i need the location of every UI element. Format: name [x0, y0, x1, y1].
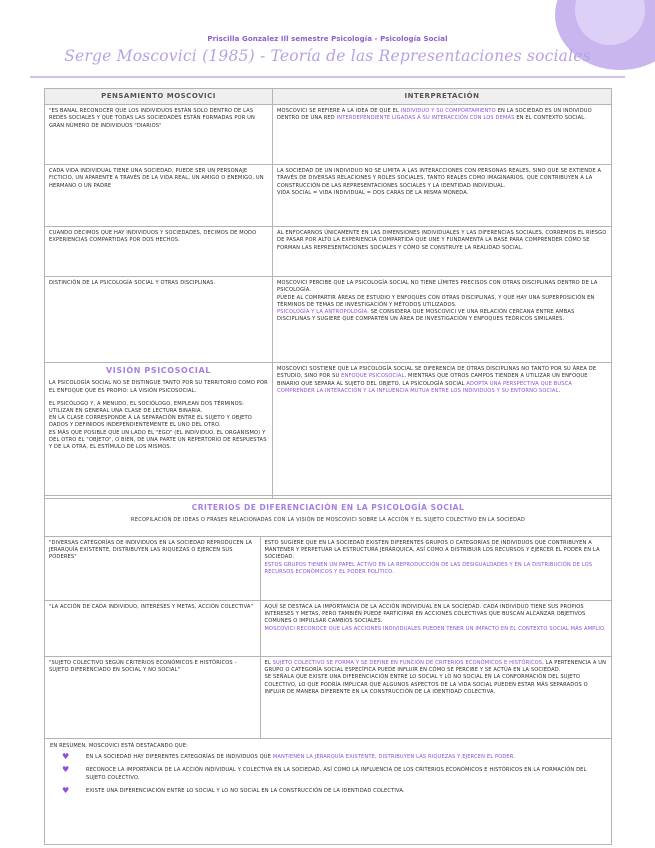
row2-interpretation	[273, 165, 612, 227]
criteria-row1-quote: "DIVERSAS CATEGORÍAS DE INDIVIDUOS EN LA SOCIEDAD REPRODUCEN LA JERARQUÍA EXISTENTE, DISTRIBUYEN LAS RIQUEZAS O EJERCEN SUS PODERES"	[45, 537, 260, 601]
text-segment: . MIENTRAS QUE OTROS CAMPOS TIENDEN A UTILIZAR UN ENFOQUE BINARIO QUE SEPARA AL SUJETO DEL OBJETO, LA PSICOLOGÍA SOCIAL	[277, 373, 588, 387]
text-segment: .	[558, 387, 561, 394]
heart-icon: ♥	[62, 785, 70, 795]
title-divider	[30, 76, 625, 78]
criteria-row1-explanation	[260, 537, 611, 601]
highlight-text: INTERDEPENDIENTE LIGADAS A SU INTERACCIÓN CON LOS DEMÁS	[336, 115, 515, 122]
text-paragraph: EN LA CLASE CORRESPONDE A LA SEPARACIÓN ENTRE EL SUJETO Y OBJETO DADOS Y DEFINIDOS INDEPENDIENTEMENTE EL UNO DEL OTRO.	[49, 415, 252, 429]
table-row	[45, 227, 612, 277]
text-segment: EXISTE UNA DIFERENCIACIÓN ENTRE LO SOCIAL Y LO NO SOCIAL EN LA CONSTRUCCIÓN DE LA IDENTIDAD COLECTIVA.	[86, 787, 405, 794]
table-row	[45, 105, 612, 165]
text-paragraph	[277, 309, 607, 323]
criteria-title: CRITERIOS DE DIFERENCIACIÓN EN LA PSICOLOGÍA SOCIAL	[191, 503, 465, 512]
row4-quote: DISTINCIÓN DE LA PSICOLOGÍA SOCIAL Y OTRAS DISCIPLINAS.	[45, 277, 273, 363]
page-title: Serge Moscovici (1985) - Teoría de las Representaciones sociales	[64, 47, 591, 65]
vision-psicosocial-title: VISIÓN PSICOSOCIAL	[106, 366, 211, 376]
highlight-text: PSICOLOGÍA Y LA ANTROPOLOGÍA:	[277, 309, 369, 316]
text-paragraph: ESTO SUGIERE QUE EN LA SOCIEDAD EXISTEN DIFERENTES GRUPOS O CATEGORÍAS DE INDIVIDUOS QUE CONTRIBUYEN A MANTENER Y PERPETUAR LA ESTRUCTURA JERÁRQUICA, ASÍ COMO A DISTRIBUIR LOS RECURSOS Y EJERCER EL PODER EN LA SOCIEDAD.	[264, 540, 600, 561]
row2-quote: CADA VIDA INDIVIDUAL TIENE UNA SOCIEDAD, PUEDE SER UN PERSONAJE FICTICIO, UN APARENTE A TRAVÉS DE LA VIDA REAL, UN AMIGO O ENEMIGO, UN HERMANO O UN PADRE	[45, 165, 273, 227]
col-header-pensamiento: PENSAMIENTO MOSCOVICI	[45, 89, 273, 105]
summary-intro: EN RESUMEN, MOSCOVICI ESTÁ DESTACANDO QUE:	[50, 743, 188, 749]
text-paragraph: AQUÍ SE DESTACA LA IMPORTANCIA DE LA ACCIÓN INDIVIDUAL EN LA SOCIEDAD. CADA INDIVIDUO TIENE SUS PROPIOS INTERESES Y METAS, PERO TAMBIÉN PUEDE PARTICIPAR EN ACCIONES COLECTIVAS QUE BUSCAN ALCANZAR OBJETIVOS COMUNES O IMPULSAR CAMBIOS SOCIALES.	[264, 604, 586, 625]
criteria-row3-explanation	[260, 657, 611, 739]
table-row	[45, 601, 611, 657]
text-segment: SE CONSIDERA QUE MOSCOVICI VE UNA RELACIÓN CERCANA ENTRE AMBAS DISCIPLINAS Y SUGIERE QUE COMPARTEN UN ÁREA DE INVESTIGACIÓN Y ENFOQUES TEÓRICOS SIMILARES.	[277, 309, 575, 323]
text-paragraph: VIDA SOCIAL = VIDA INDIVIDUAL = DOS CARAS DE LA MISMA MONEDA.	[277, 189, 469, 196]
row4-interpretation	[273, 277, 612, 363]
table-row	[45, 277, 612, 363]
col-header-interpretacion: INTERPRETACIÓN	[273, 89, 612, 105]
text-segment: MOSCOVICI SOSTIENE QUE LA PSICOLOGÍA SOCIAL SE DIFERENCIA DE OTRAS DISCIPLINAS NO TANTO POR SU ÁREA DE ESTUDIO, SINO POR SU	[277, 366, 597, 380]
text-segment: EL	[264, 660, 273, 666]
row1-interpretation	[273, 105, 612, 165]
text-segment: . LA PERTENENCIA A UN GRUPO O CATEGORÍA SOCIAL ESPECÍFICA PUEDE INFLUIR EN CÓMO SE PERCIBE Y SE ACTÚA EN LA SOCIEDAD.	[264, 660, 607, 674]
row1-quote: "ES BANAL RECONOCER QUE LOS INDIVIDUOS ESTÁN SOLO DENTRO DE LAS REDES SOCIALES Y QUE TODAS LAS SOCIEDADES ESTÁN FORMADAS POR UN GRAN NÚMERO DE INDIVIDUOS "DIARIOS"	[45, 105, 273, 165]
text-paragraph	[265, 660, 608, 674]
row3-interpretation: AL ENFOCARNOS ÚNICAMENTE EN LAS DIMENSIONES INDIVIDUALES Y LAS DIFERENCIAS SOCIALES, CORREMOS EL RIESGO DE PASAR POR ALTO LA EXPERIENCIA COMPARTIDA QUE UNE Y FUNDAMENTA LA BASE PARA COMPRENDER CÓMO SE FORMAN LAS REPRESENTACIONES SOCIALES Y CÓMO SE CONSTRUYE LA REALIDAD SOCIAL.	[273, 227, 612, 277]
highlight-text: SUJETO COLECTIVO SE FORMA Y SE DEFINE EN FUNCIÓN DE CRITERIOS ECONÓMICOS E HISTÓRICOS	[272, 660, 543, 666]
criteria-row2-explanation	[260, 601, 611, 657]
vision-psicosocial-cell	[45, 363, 273, 499]
text-segment: RECONOCE LA IMPORTANCIA DE LA ACCIÓN INDIVIDUAL Y COLECTIVA EN LA SOCIEDAD, ASÍ COMO LA INFLUENCIA DE LOS CRITERIOS ECONÓMICOS E HISTÓRICOS EN LA FORMACIÓN DEL SUJETO COLECTIVO.	[86, 767, 587, 781]
text-segment: EN LA SOCIEDAD ES UN INDIVIDUO DENTRO DE UNA RED	[277, 108, 592, 122]
table-header-row	[45, 89, 612, 105]
highlight-text: ENFOQUE PSICOSOCIAL	[341, 373, 405, 380]
summary-block	[50, 743, 606, 801]
table-row	[45, 657, 611, 739]
list-item	[50, 785, 606, 795]
criteria-table	[45, 536, 611, 739]
text-paragraph: LA SOCIEDAD DE UN INDIVIDUO NO SE LIMITA A LAS INTERACCIONES CON PERSONAS REALES, SINO QUE SE EXTIENDE A TRAVÉS DE DIVERSAS RELACIONES Y ROLES SOCIALES, TANTO REALES COMO IMAGINARIOS, QUE CONTRIBUYEN A LA CONSTRUCCIÓN DE LAS REPRESENTACIONES SOCIALES Y LA IDENTIDAD INDIVIDUAL.	[277, 168, 602, 189]
text-segment: EN EL CONTEXTO SOCIAL.	[514, 115, 587, 122]
criteria-row2-quote: "LA ACCIÓN DE CADA INDIVIDUO, INTERESES Y METAS, ACCIÓN COLECTIVA"	[45, 601, 260, 657]
highlight-text: MANTIENEN LA JERARQUÍA EXISTENTE, DISTRIBUYEN LAS RIQUEZAS Y EJERCEN EL PODER	[272, 754, 514, 761]
criteria-subtitle: RECOPILACIÓN DE IDEAS O FRASES RELACIONADAS CON LA VISIÓN DE MOSCOVICI SOBRE LA ACCIÓN Y EL SUJETO COLECTIVO EN LA SOCIEDAD	[131, 517, 525, 523]
author-line: Priscilla Gonzalez Ill semestre Psicología - Psicología Social	[207, 35, 448, 43]
text-segment: EN LA SOCIEDAD HAY DIFERENTES CATEGORÍAS DE INDIVIDUOS QUE	[86, 754, 273, 761]
table-row	[45, 537, 611, 601]
text-paragraph: SE SEÑALA QUE EXISTE UNA DIFERENCIACIÓN ENTRE LO SOCIAL Y LO NO SOCIAL EN LA CONFORMACIÓN DEL SUJETO COLECTIVO, LO QUE PODRÍA IMPLICAR QUE ALGUNOS ASPECTOS DE LA VIDA SOCIAL PUEDEN ESTAR MÁS SEPARADOS O INFLUIR DE MANERA DIFERENTE EN LA CONSTRUCCIÓN DE LA IDENTIDAD COLECTIVA.	[264, 674, 588, 695]
highlight-text: ADOPTA UNA PERSPECTIVA QUE BUSCA COMPRENDER LA INTERACCIÓN Y LA INFLUENCIA MUTUA ENTRE LOS INDIVIDUOS Y SU ENTORNO SOCIAL	[277, 380, 573, 394]
table-row	[45, 363, 612, 499]
list-item	[50, 767, 606, 781]
moscovici-table	[44, 88, 612, 499]
text-segment: MOSCOVICI SE REFIERE A LA IDEA DE QUE EL	[277, 108, 401, 115]
text-paragraph: ES MÁS QUE POSIBLE QUE UN LADO EL "EGO" (EL INDIVIDUO, EL ORGANISMO) Y DEL OTRO EL "OBJETO", O BIEN, DE UNA PARTE UN REPERTORIO DE RESPUESTAS Y DE LA OTRA, EL ESTÍMULO DE LOS MISMOS.	[49, 429, 267, 451]
highlight-text: INDIVIDUO Y SU COMPORTAMIENTO	[400, 108, 496, 115]
heart-icon: ♥	[62, 765, 70, 775]
text-paragraph: LA PSICOLOGÍA SOCIAL NO SE DISTINGUE TANTO POR SU TERRITORIO COMO POR EL ENFOQUE QUE ES PROPIO: LA VISIÓN PSICOSOCIAL.	[49, 380, 268, 394]
criteria-row3-quote: "SUJETO COLECTIVO SEGÚN CRITERIOS ECONÓMICOS E HISTÓRICOS - SUJETO DIFERENCIADO EN SOCIAL Y NO SOCIAL"	[45, 657, 260, 739]
heart-icon: ♥	[62, 752, 70, 762]
list-item	[50, 754, 606, 761]
text-segment: .	[513, 754, 516, 761]
text-paragraph: PUEDE AL COMPARTIR ÁREAS DE ESTUDIO Y ENFOQUES CON OTRAS DISCIPLINAS, Y QUE HAY UNA SUPERPOSICIÓN EN TÉRMINOS DE TEMAS DE INVESTIGACIÓN Y MÉTODOS UTILIZADOS.	[277, 294, 595, 308]
row5-interpretation	[273, 363, 612, 499]
highlight-text: ESTOS GRUPOS TIENEN UN PAPEL ACTIVO EN LA REPRODUCCIÓN DE LAS DESIGUALDADES Y EN LA DISTRIBUCIÓN DE LOS RECURSOS ECONÓMICOS Y EL PODER POLÍTICO.	[264, 561, 593, 575]
highlight-text: MOSCOVICI RECONOCE QUE LAS ACCIONES INDIVIDUALES PUEDEN TENER UN IMPACTO EN EL CONTEXTO SOCIAL MÁS AMPLIO.	[264, 625, 606, 632]
text-paragraph: MOSCOVICI PERCIBE QUE LA PSICOLOGÍA SOCIAL NO TIENE LÍMITES PRECISOS CON OTRAS DISCIPLINAS DENTRO DE LA PSICOLOGÍA.	[277, 280, 598, 294]
summary-list	[50, 754, 606, 795]
criteria-section	[44, 495, 612, 845]
table-row	[45, 165, 612, 227]
text-paragraph: EL PSICÓLOGO Y, A MENUDO, EL SOCIÓLOGO, EMPLEAN DOS TÉRMINOS: UTILIZAN EN GENERAL UNA CLASE DE LECTURA BINARIA.	[49, 400, 245, 415]
row3-quote: CUANDO DECIMOS QUE HAY INDIVIDUOS Y SOCIEDADES, DECIMOS DE MODO EXPERIENCIAS COMPARTIDAS POR DOS HECHOS.	[45, 227, 273, 277]
